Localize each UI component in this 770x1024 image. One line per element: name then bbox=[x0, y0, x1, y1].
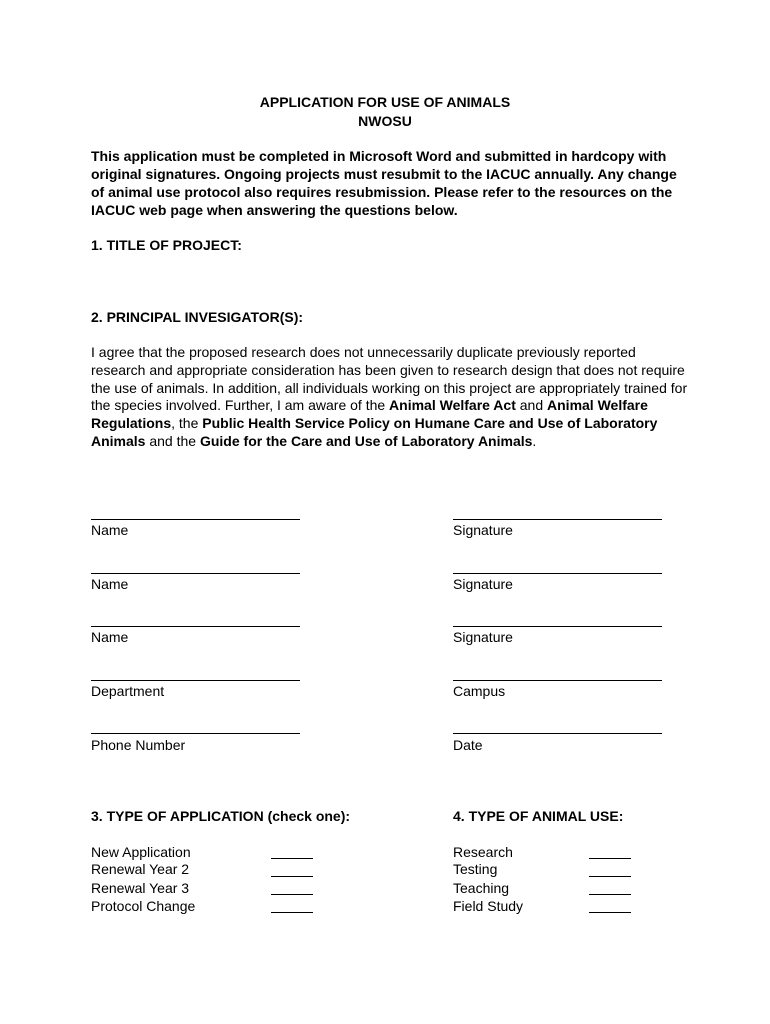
name-label-2: Name bbox=[91, 576, 129, 592]
agreement-bold-phs-policy: Public Health Service Policy on Humane Care and Use of Laboratory Animals bbox=[91, 415, 658, 449]
name-label-1: Name bbox=[91, 522, 129, 538]
agreement-bold-animal-welfare-act: Animal Welfare Act bbox=[389, 397, 516, 414]
document-title: APPLICATION FOR USE OF ANIMALS bbox=[259, 94, 511, 110]
checkbox-teaching[interactable] bbox=[589, 894, 631, 895]
date-line[interactable] bbox=[453, 733, 662, 734]
agreement-text-2: and bbox=[515, 397, 548, 414]
phone-number-line[interactable] bbox=[91, 733, 300, 734]
agreement-text-5: . bbox=[532, 432, 537, 449]
option-renewal-year-2: Renewal Year 2 bbox=[91, 861, 190, 877]
intro-text: This application must be completed in Microsoft Word and submitted in hardcopy with original signatures. Ongoing projects must resubmit to the IACUC annually. Any change of animal use protocol also requires resubmission. Please refer to the resources on the IACUC web page when answering the questions below. bbox=[91, 148, 677, 218]
checkbox-field-study[interactable] bbox=[589, 912, 631, 913]
option-field-study: Field Study bbox=[453, 898, 524, 914]
section-principal-investigators: 2. PRINCIPAL INVESIGATOR(S): bbox=[91, 309, 304, 325]
agreement-paragraph bbox=[91, 344, 691, 451]
signature-label-3: Signature bbox=[453, 629, 513, 645]
agreement-text-4: and the bbox=[145, 432, 200, 449]
signature-line-2[interactable] bbox=[453, 573, 662, 574]
option-teaching: Teaching bbox=[453, 880, 510, 896]
section-title-of-project: 1. TITLE OF PROJECT: bbox=[91, 237, 242, 253]
checkbox-new-application[interactable] bbox=[271, 858, 313, 859]
signature-line-3[interactable] bbox=[453, 626, 662, 627]
option-testing: Testing bbox=[453, 861, 498, 877]
campus-line[interactable] bbox=[453, 680, 662, 681]
document-subtitle: NWOSU bbox=[358, 113, 412, 129]
date-label: Date bbox=[453, 737, 483, 753]
name-signature-line-3[interactable] bbox=[91, 626, 300, 627]
department-line[interactable] bbox=[91, 680, 300, 681]
phone-number-label: Phone Number bbox=[91, 737, 186, 753]
agreement-bold-regulations: Animal Welfare Regulations bbox=[91, 397, 648, 432]
agreement-text-3: , the bbox=[171, 415, 203, 432]
option-new-application: New Application bbox=[91, 844, 191, 860]
signature-line-1[interactable] bbox=[453, 519, 662, 520]
agreement-text-1: I agree that the proposed research does not unnecessarily duplicate previously reported research and appropriate consideration has been given to research design that does not require the use of animals. In addition, all individuals working on this project are appropriately trained for the species involved. Further, I am aware of the bbox=[91, 344, 688, 414]
option-renewal-year-3: Renewal Year 3 bbox=[91, 880, 190, 896]
checkbox-renewal-year-3[interactable] bbox=[271, 894, 313, 895]
option-research: Research bbox=[453, 844, 513, 860]
campus-label: Campus bbox=[453, 683, 506, 699]
checkbox-testing[interactable] bbox=[589, 876, 631, 877]
name-signature-line-2[interactable] bbox=[91, 573, 300, 574]
name-signature-line-1[interactable] bbox=[91, 519, 300, 520]
agreement-bold-guide: Guide for the Care and Use of Laboratory Animals bbox=[199, 432, 533, 449]
signature-label-1: Signature bbox=[453, 522, 513, 538]
department-label: Department bbox=[91, 683, 165, 699]
checkbox-research[interactable] bbox=[589, 858, 631, 859]
section-type-of-application: 3. TYPE OF APPLICATION (check one): bbox=[91, 808, 351, 824]
option-protocol-change: Protocol Change bbox=[91, 898, 196, 914]
signature-label-2: Signature bbox=[453, 576, 513, 592]
checkbox-renewal-year-2[interactable] bbox=[271, 876, 313, 877]
section-type-of-animal-use: 4. TYPE OF ANIMAL USE: bbox=[453, 808, 624, 824]
name-label-3: Name bbox=[91, 629, 129, 645]
checkbox-protocol-change[interactable] bbox=[271, 912, 313, 913]
